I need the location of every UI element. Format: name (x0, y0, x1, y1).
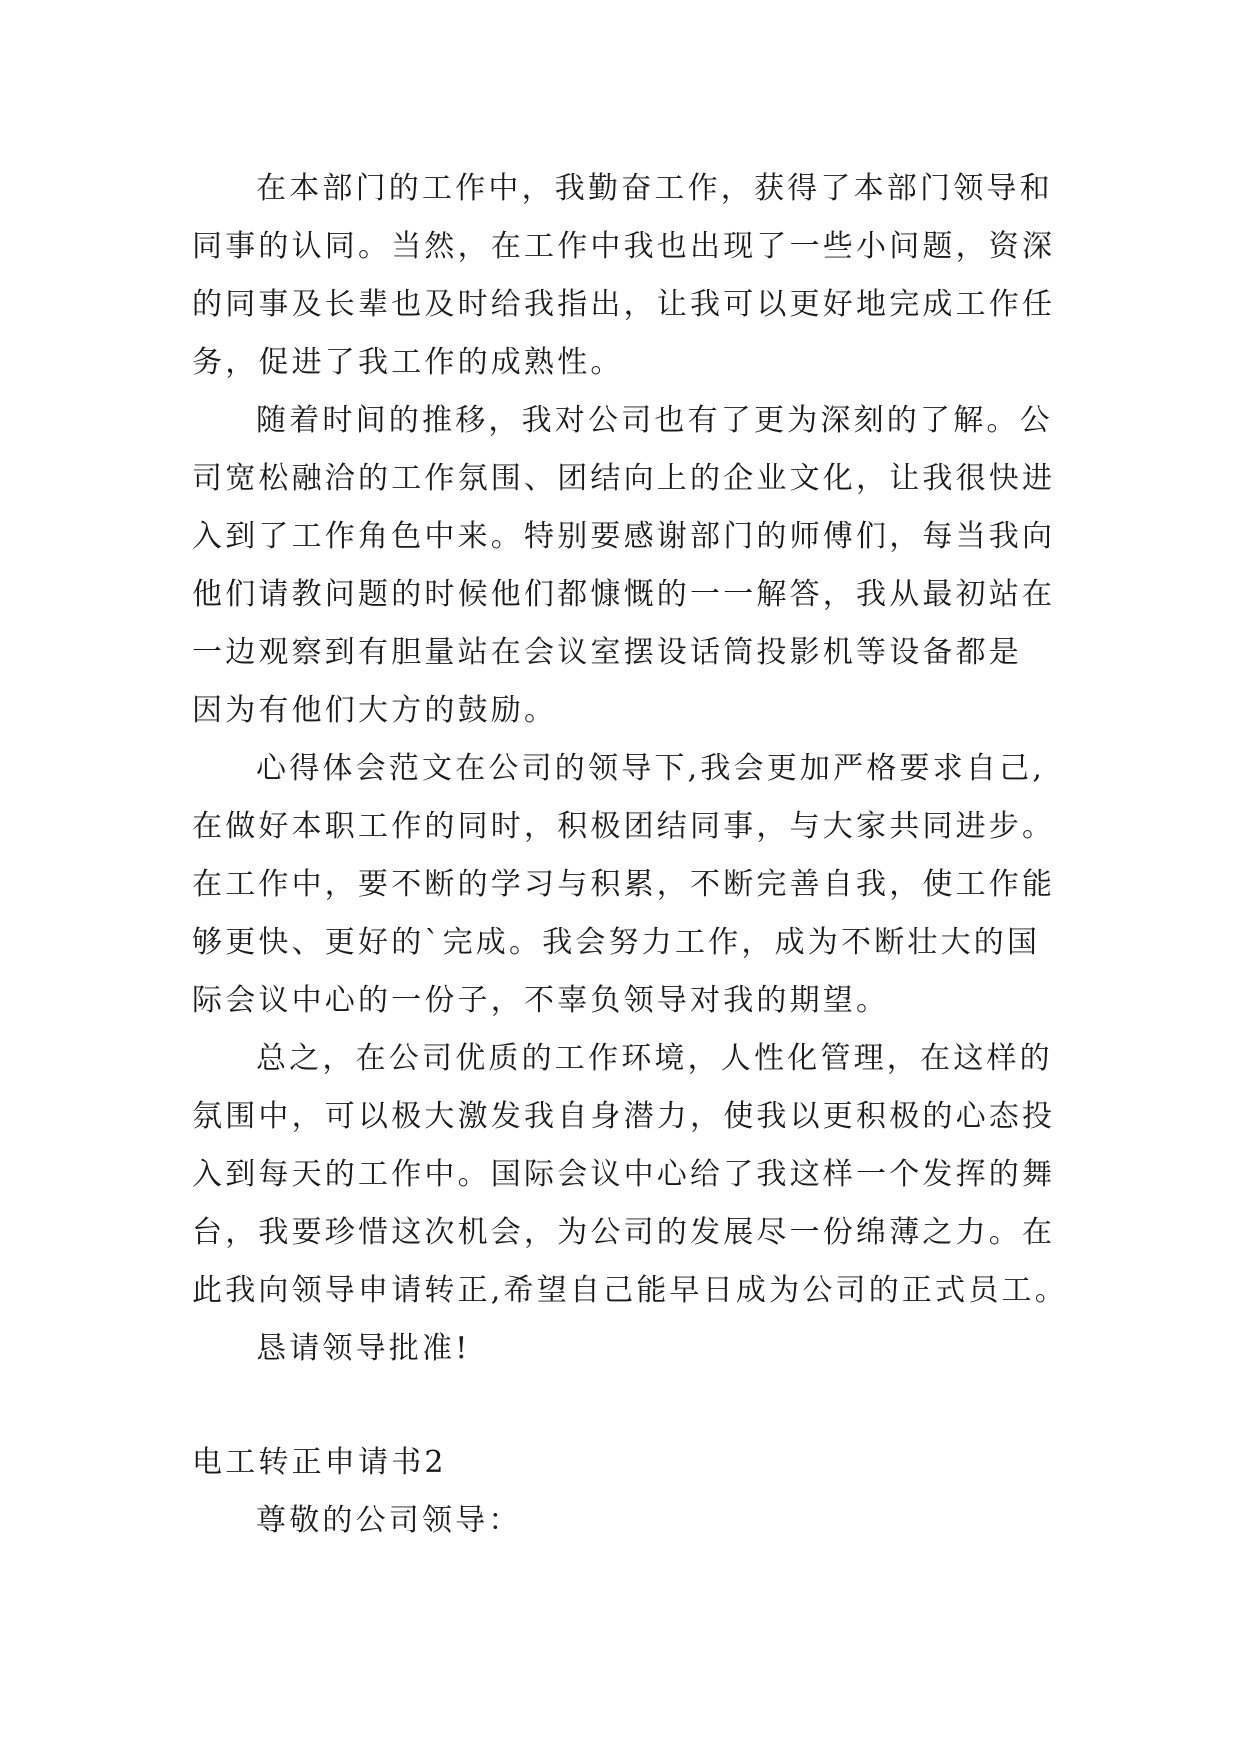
text-line: 务，促进了我工作的成熟性。 (192, 345, 624, 380)
text-line: 氛围中，可以极大激发我自身潜力，使我以更积极的心态投 (192, 1099, 1056, 1134)
paragraph-5 (192, 1320, 1062, 1378)
text-line: 此我向领导申请转正,希望自己能早日成为公司的正式员工。 (192, 1273, 1068, 1308)
text-line: 因为有他们大方的鼓励。 (192, 693, 558, 728)
text-line: 恳请领导批准! (256, 1331, 471, 1366)
paragraph-3 (192, 740, 1062, 1030)
paragraph-2 (192, 392, 1062, 740)
document-body (192, 160, 1068, 1550)
salutation: 尊敬的公司领导： (256, 1503, 522, 1538)
text-line: 入到每天的工作中。国际会议中心给了我这样一个发挥的舞 (192, 1157, 1056, 1192)
text-line: 入到了工作角色中来。特别要感谢部门的师傅们，每当我向 (192, 519, 1056, 554)
text-line: 在做好本职工作的同时，积极团结同事，与大家共同进步。 (192, 809, 1056, 844)
text-line: 的同事及长辈也及时给我指出，让我可以更好地完成工作任 (192, 287, 1056, 322)
text-line: 在工作中，要不断的学习与积累，不断完善自我，使工作能 (192, 867, 1056, 902)
text-line: 司宽松融洽的工作氛围、团结向上的企业文化，让我很快进 (192, 461, 1056, 496)
text-line: 际会议中心的一份子，不辜负领导对我的期望。 (192, 983, 890, 1018)
text-line: 台，我要珍惜这次机会，为公司的发展尽一份绵薄之力。在 (192, 1215, 1056, 1250)
text-line: 一边观察到有胆量站在会议室摆设话筒投影机等设备都是 (192, 635, 1022, 670)
text-line: 心得体会范文在公司的领导下,我会更加严格要求自己, (256, 751, 1046, 786)
text-line: 够更快、更好的`完成。我会努力工作，成为不断壮大的国 (192, 925, 1041, 960)
section-title: 电工转正申请书2 (192, 1445, 447, 1480)
text-line: 总之，在公司优质的工作环境，人性化管理，在这样的 (256, 1041, 1053, 1076)
paragraph-4 (192, 1030, 1068, 1320)
text-line: 随着时间的推移，我对公司也有了更为深刻的了解。公 (256, 403, 1053, 438)
blank-space (192, 1378, 1062, 1434)
text-line: 他们请教问题的时候他们都慷慨的一一解答，我从最初站在 (192, 577, 1056, 612)
text-line: 同事的认同。当然，在工作中我也出现了一些小问题，资深 (192, 229, 1056, 264)
text-line: 在本部门的工作中，我勤奋工作，获得了本部门领导和 (256, 171, 1053, 206)
paragraph-1 (192, 160, 1062, 392)
